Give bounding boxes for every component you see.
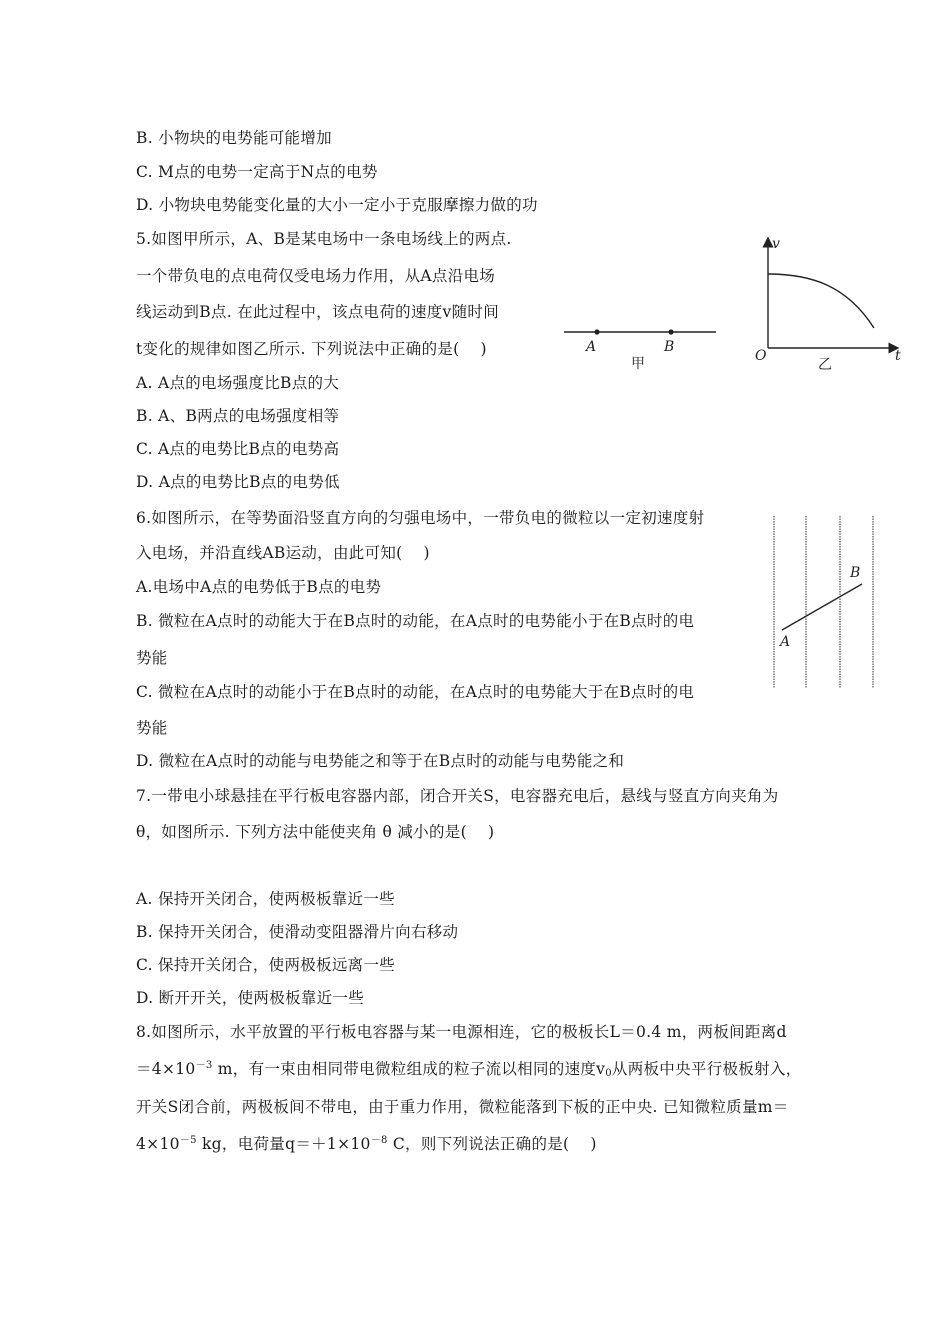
v-axis-label: v bbox=[772, 236, 780, 252]
q8-stem-line4 bbox=[136, 1134, 597, 1154]
q6-option-c-line2: 势能 bbox=[136, 719, 168, 737]
figure-jia-field-line bbox=[560, 318, 720, 376]
q8-l2-pre: ＝4×10 bbox=[136, 1060, 196, 1078]
q6-option-c-line1: C. 微粒在A点时的动能小于在B点时的动能，在A点时的电势能大于在B点时的电 bbox=[136, 683, 695, 701]
q4-option-b: B. 小物块的电势能可能增加 bbox=[136, 129, 332, 147]
point-a-dot bbox=[594, 329, 599, 334]
q8-l4-a: 4×10 bbox=[136, 1135, 180, 1153]
q5-option-d: D. A点的电势比B点的电势低 bbox=[136, 473, 340, 491]
q6-option-b-line2: 势能 bbox=[136, 649, 168, 667]
point-b-dot bbox=[668, 329, 673, 334]
q7-stem-line1: 7.一带电小球悬挂在平行板电容器内部，闭合开关S，电容器充电后，悬线与竖直方向夹角为 bbox=[136, 787, 779, 805]
q7-option-c: C. 保持开关闭合，使两极板远离一些 bbox=[136, 956, 396, 974]
q8-l2-post: 从两板中央平行极板射入， bbox=[611, 1060, 802, 1078]
point-b-label: B bbox=[664, 339, 675, 355]
q5-option-a: A. A点的电场强度比B点的大 bbox=[136, 374, 340, 392]
q6-stem-line2: 入电场，并沿直线AB运动，由此可知( ) bbox=[136, 544, 430, 562]
q7-option-d: D. 断开开关，使两极板靠近一些 bbox=[136, 989, 365, 1007]
q5-stem-line4: t变化的规律如图乙所示. 下列说法中正确的是( ) bbox=[136, 340, 487, 358]
q5-option-b: B. A、B两点的电场强度相等 bbox=[136, 407, 340, 425]
q8-stem-line3: 开关S闭合前，两极板间不带电，由于重力作用，微粒能落到下板的正中央. 已知微粒质量m＝ bbox=[136, 1098, 789, 1116]
q6-option-b-line1: B. 微粒在A点时的动能大于在B点时的动能，在A点时的电势能小于在B点时的电 bbox=[136, 612, 695, 630]
origin-label: O bbox=[755, 348, 767, 364]
q8-l2-mid: m，有一束由相同带电微粒组成的粒子流以相同的速度v bbox=[212, 1060, 606, 1078]
figure-q6-equipotential bbox=[766, 514, 882, 690]
q4-option-d: D. 小物块电势能变化量的大小一定小于克服摩擦力做的功 bbox=[136, 196, 538, 214]
path-ab bbox=[782, 584, 862, 630]
q8-l2-sub: 0 bbox=[605, 1068, 612, 1079]
q6-option-a: A.电场中A点的电势低于B点的电势 bbox=[136, 578, 382, 596]
q4-option-c: C. M点的电势一定高于N点的电势 bbox=[136, 163, 378, 181]
velocity-curve bbox=[768, 274, 874, 328]
point-a-label: A bbox=[780, 634, 791, 650]
q7-stem-line2: θ，如图所示. 下列方法中能使夹角 θ 减小的是( ) bbox=[136, 823, 495, 841]
q5-stem-line2: 一个带负电的点电荷仅受电场力作用，从A点沿电场 bbox=[136, 267, 496, 285]
point-b-label: B bbox=[850, 565, 861, 581]
point-a-label: A bbox=[586, 339, 597, 355]
figure-jia-caption: 甲 bbox=[631, 356, 645, 372]
t-axis-label: t bbox=[895, 348, 901, 364]
q8-l4-exp1: －5 bbox=[179, 1135, 197, 1146]
q5-stem-line1: 5.如图甲所示，A、B是某电场中一条电场线上的两点. bbox=[136, 230, 512, 248]
figure-yi-caption: 乙 bbox=[818, 357, 832, 373]
figure-yi-vt-graph bbox=[752, 236, 907, 376]
q5-stem-line3: 线运动到B点. 在此过程中，该点电荷的速度v随时间 bbox=[136, 303, 500, 321]
q8-stem-line1: 8.如图所示，水平放置的平行板电容器与某一电源相连，它的极板长L＝0.4 m，两板间距离d bbox=[136, 1023, 787, 1041]
q8-stem-line2 bbox=[136, 1059, 802, 1079]
q8-l4-c: C，则下列说法正确的是( ) bbox=[387, 1135, 597, 1153]
q8-l2-exp: －3 bbox=[195, 1060, 213, 1071]
q6-option-d: D. 微粒在A点时的动能与电势能之和等于在B点时的动能与电势能之和 bbox=[136, 752, 625, 770]
q8-l4-exp2: －8 bbox=[370, 1135, 388, 1146]
q8-l4-b: kg，电荷量q＝＋1×10 bbox=[196, 1135, 371, 1153]
q7-option-b: B. 保持开关闭合，使滑动变阻器滑片向右移动 bbox=[136, 923, 459, 941]
q7-option-a: A. 保持开关闭合，使两极板靠近一些 bbox=[136, 890, 395, 908]
q5-option-c: C. A点的电势比B点的电势高 bbox=[136, 440, 340, 458]
q6-stem-line1: 6.如图所示，在等势面沿竖直方向的匀强电场中，一带负电的微粒以一定初速度射 bbox=[136, 509, 705, 527]
